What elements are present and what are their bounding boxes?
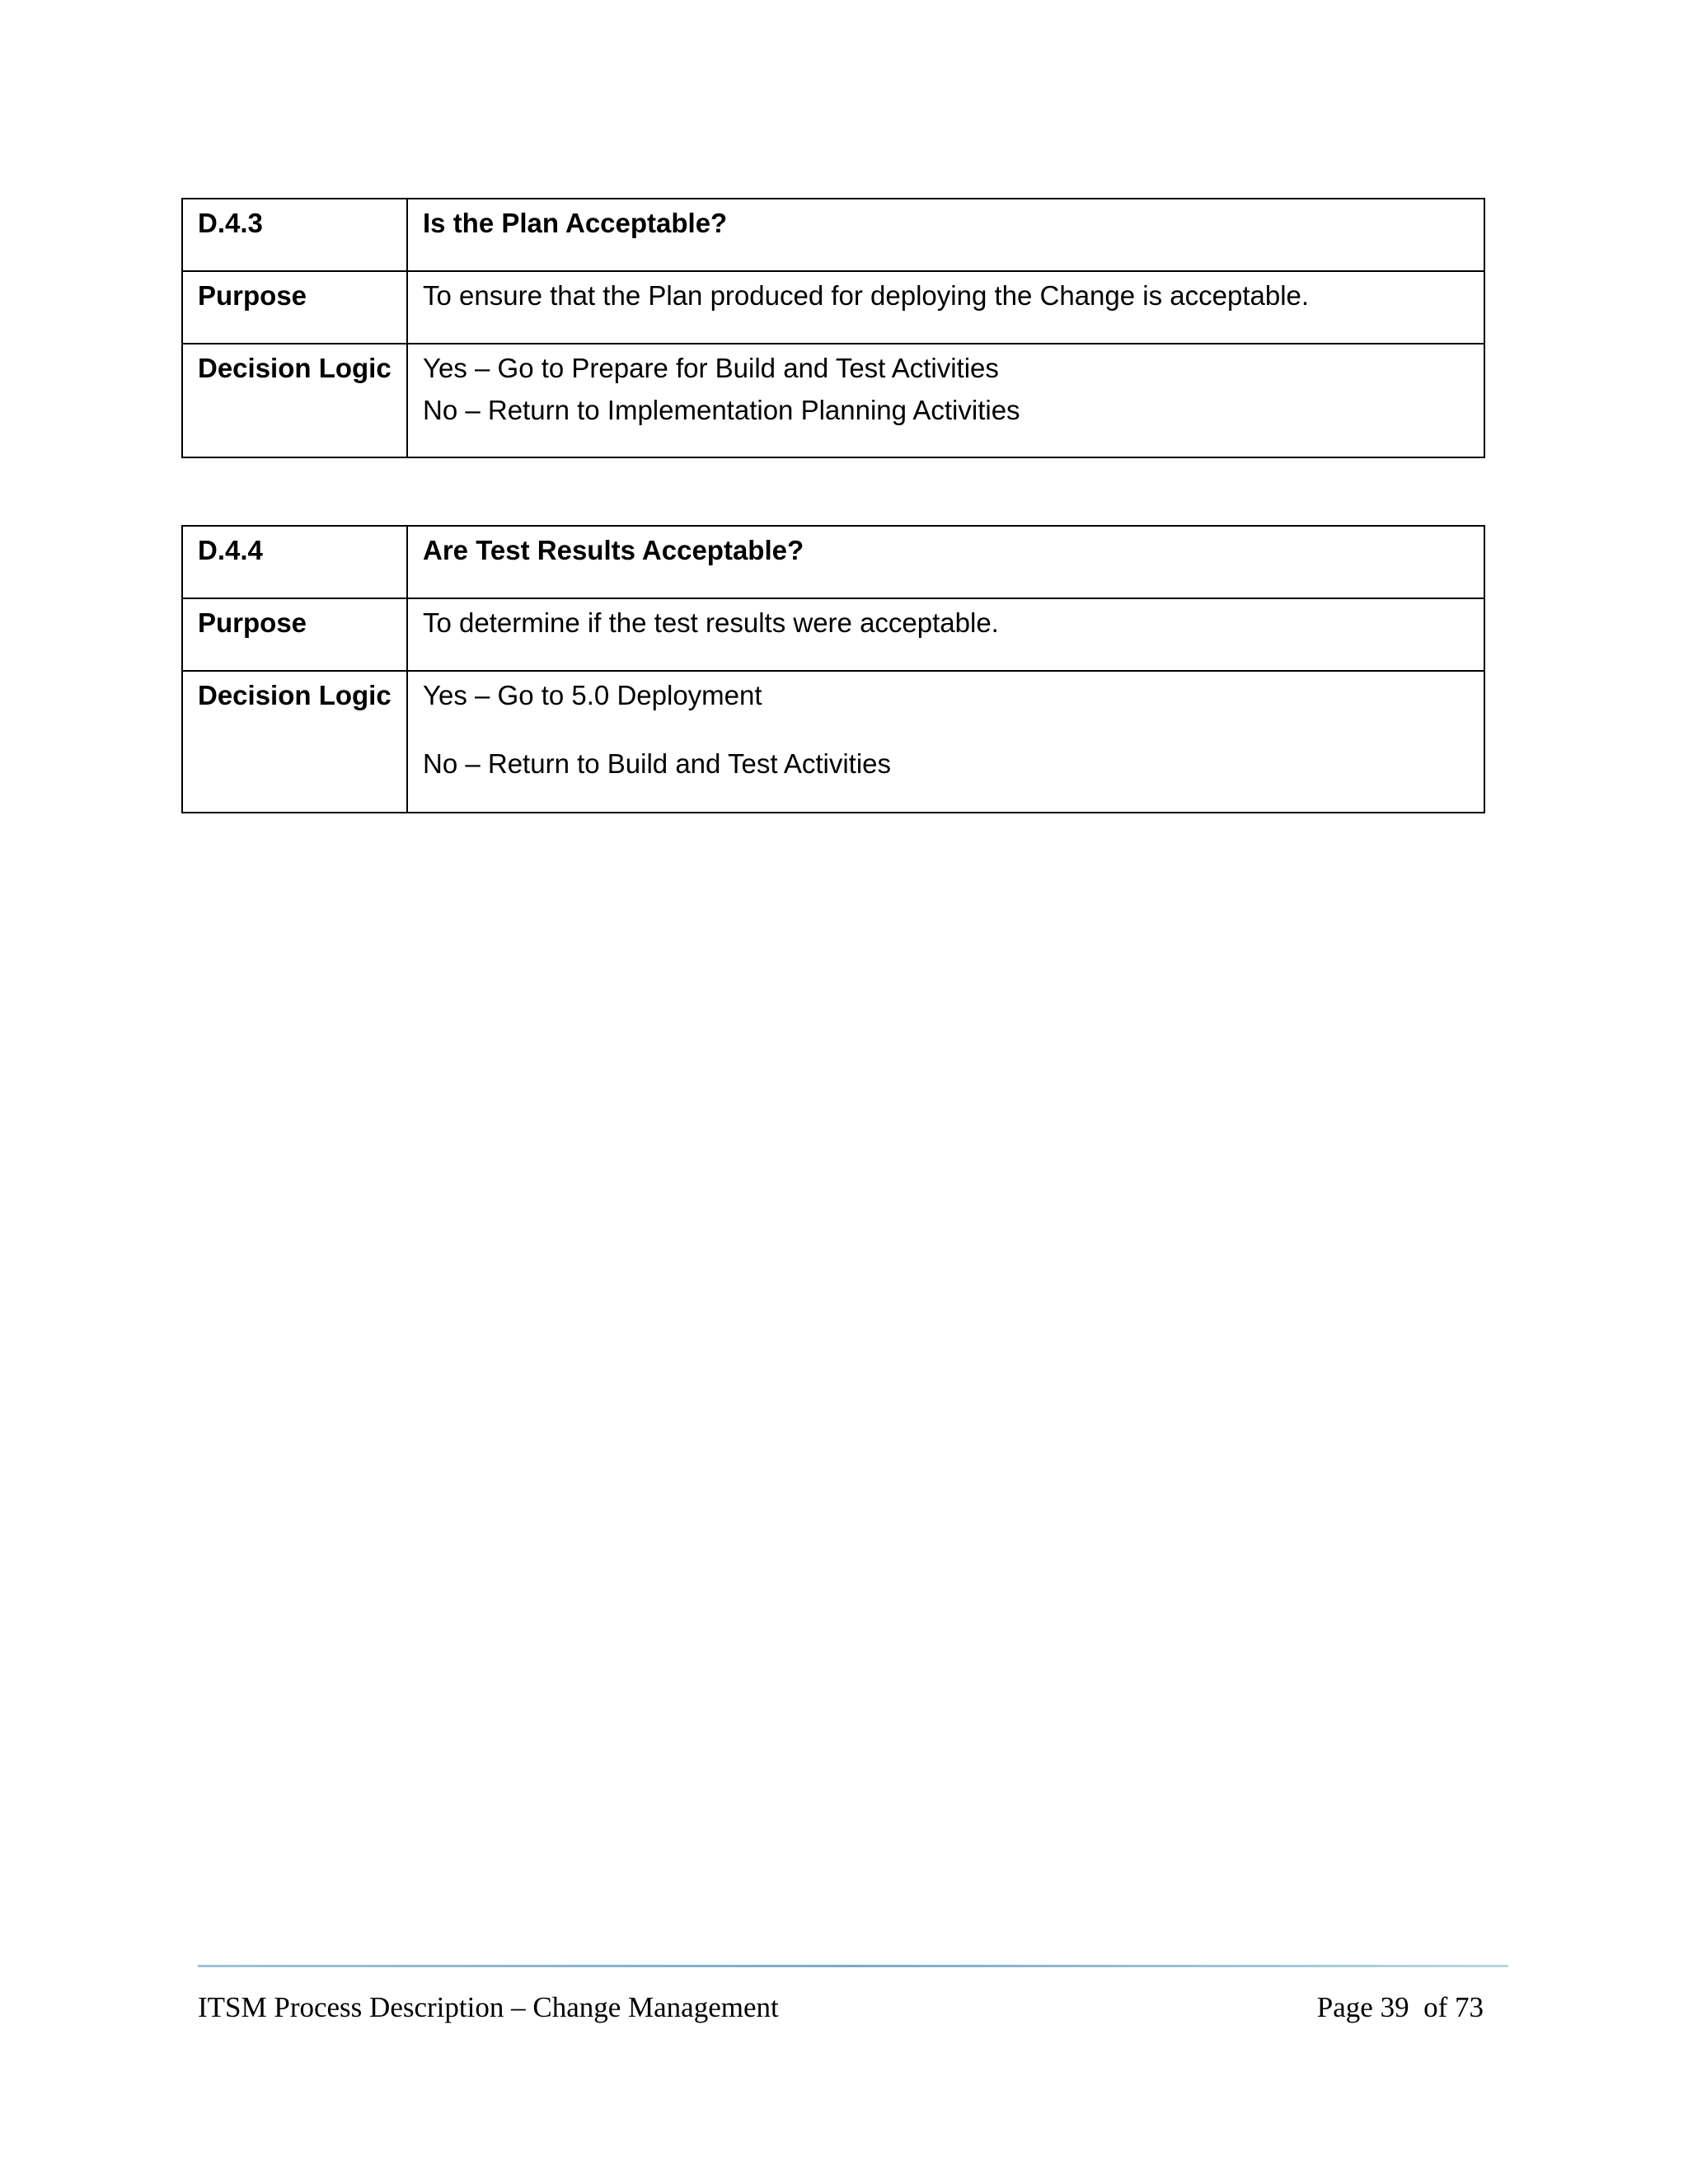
footer-document-title: ITSM Process Description – Change Management [198,1991,779,2023]
decision-logic-label: Decision Logic [182,344,407,457]
purpose-label: Purpose [182,598,407,671]
purpose-label: Purpose [182,271,407,344]
decision-yes-text: Yes – Go to Prepare for Build and Test Activities [423,353,999,383]
table-row [182,598,1484,671]
purpose-text: To ensure that the Plan produced for deploying the Change is acceptable. [407,271,1484,344]
decision-no-text: No – Return to Build and Test Activities [423,748,892,779]
decision-logic-cell [407,671,1484,813]
table-row [182,671,1484,813]
decision-id: D.4.3 [182,199,407,271]
decision-title: Are Test Results Acceptable? [407,526,1484,598]
footer-page-number: Page 39 of 73 [1316,1991,1484,2023]
decision-title: Is the Plan Acceptable? [407,199,1484,271]
decision-table-d43 [181,198,1485,458]
purpose-text: To determine if the test results were acceptable. [407,598,1484,671]
decision-logic-label: Decision Logic [182,671,407,813]
table-row [182,271,1484,344]
footer-divider [198,1965,1508,1967]
decision-no-text: No – Return to Implementation Planning Activities [423,394,1020,425]
decision-logic-cell [407,344,1484,457]
decision-table-d44 [181,525,1485,813]
decision-yes-text: Yes – Go to 5.0 Deployment [423,680,762,710]
decision-id: D.4.4 [182,526,407,598]
table-row [182,526,1484,598]
table-row [182,199,1484,271]
table-row [182,344,1484,457]
